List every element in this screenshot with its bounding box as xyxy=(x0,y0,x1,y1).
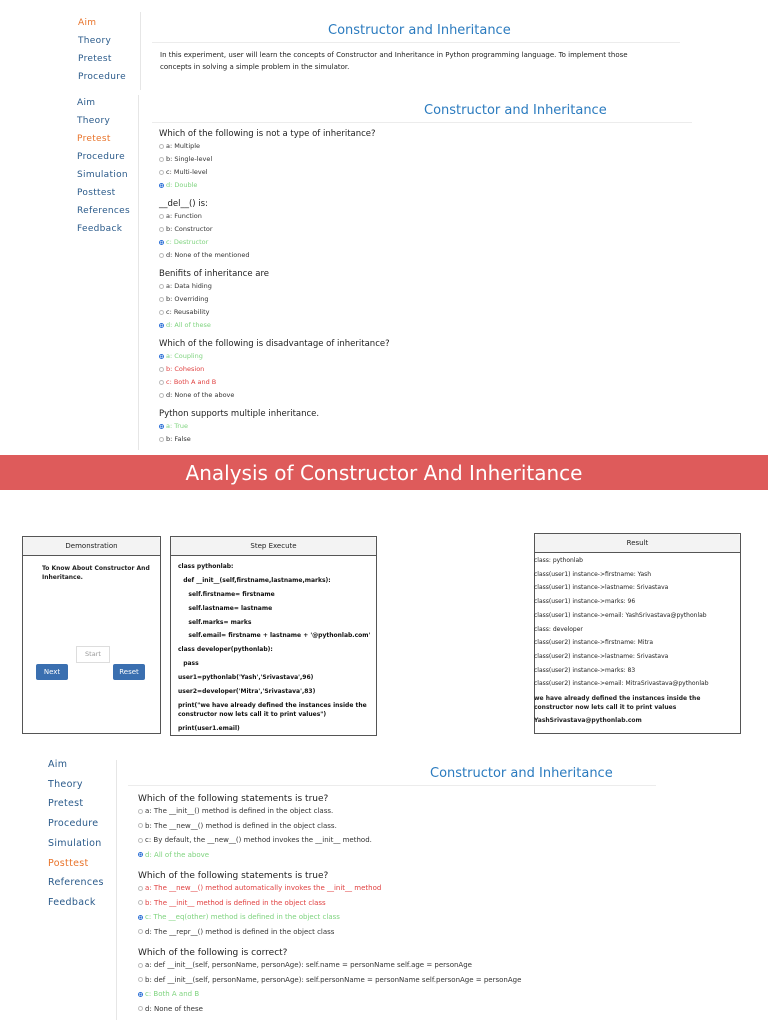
answer-option[interactable] xyxy=(138,961,472,969)
radio-icon[interactable] xyxy=(138,977,143,982)
reset-button[interactable]: Reset xyxy=(113,664,145,680)
option-label: b: The __init__ method is defined in the object class xyxy=(145,898,326,907)
code-line: class developer(pythonlab): xyxy=(178,646,273,653)
radio-icon[interactable] xyxy=(159,323,164,328)
code-line: self.email= firstname + lastname + '@pythonlab.com' xyxy=(188,632,371,639)
start-button[interactable]: Start xyxy=(76,646,110,663)
answer-option[interactable] xyxy=(159,142,200,150)
option-label: b: Overriding xyxy=(166,295,209,303)
nav-references[interactable]: References xyxy=(48,877,104,889)
option-label: d: None of the above xyxy=(166,391,235,399)
result-output-3: YashSrivastava@pythonlab.com xyxy=(534,717,642,724)
banner-title: Analysis of Constructor And Inheritance xyxy=(185,460,583,485)
nav-procedure[interactable]: Procedure xyxy=(48,818,99,830)
code-line: print("we have already defined the instances inside the xyxy=(178,702,367,709)
radio-icon[interactable] xyxy=(159,240,164,245)
radio-icon[interactable] xyxy=(138,992,143,997)
radio-icon[interactable] xyxy=(159,183,164,188)
nav-pretest[interactable]: Pretest xyxy=(77,134,111,144)
option-label: a: True xyxy=(166,422,189,430)
radio-icon[interactable] xyxy=(159,144,164,149)
option-label: b: Cohesion xyxy=(166,365,205,373)
aim-text-line2: concepts in solving a simple problem in the simulator. xyxy=(160,63,350,71)
result-line: class: developer xyxy=(534,625,583,633)
nav-aim[interactable]: Aim xyxy=(48,759,68,770)
title-divider xyxy=(152,42,680,43)
answer-option[interactable] xyxy=(138,884,381,892)
radio-icon[interactable] xyxy=(159,253,164,258)
code-line: class pythonlab: xyxy=(178,563,234,570)
option-label: d: None of these xyxy=(145,1004,203,1013)
option-label: a: The __new__() method automatically invokes the __init__ method xyxy=(145,884,382,892)
nav-references[interactable]: References xyxy=(77,206,131,216)
code-line: constructor now lets call it to print values") xyxy=(178,711,327,718)
result-line: class: pythonlab xyxy=(534,557,583,564)
option-label: c: Both A and B xyxy=(145,990,200,998)
option-label: d: None of the mentioned xyxy=(166,251,250,259)
answer-option[interactable] xyxy=(159,352,203,360)
option-label: a: Multiple xyxy=(166,142,201,150)
question-text: Which of the following is not a type of inheritance? xyxy=(159,129,376,139)
code-line: user2=developer('Mitra','Srivastava',83) xyxy=(178,688,316,695)
option-label: c: Both A and B xyxy=(166,378,217,386)
answer-option[interactable] xyxy=(138,899,326,907)
result-line: class(user1) instance->lastname: Srivastava xyxy=(534,584,669,592)
option-label: a: Function xyxy=(166,212,202,220)
sidebar-divider xyxy=(116,760,117,1020)
nav-feedback[interactable]: Feedback xyxy=(77,224,123,234)
answer-option[interactable] xyxy=(138,913,340,921)
answer-option[interactable] xyxy=(159,308,209,316)
result-line: class(user2) instance->email: MitraSrivastava@pythonlab xyxy=(534,680,709,688)
answer-option[interactable] xyxy=(138,836,372,844)
nav-aim[interactable]: Aim xyxy=(77,98,96,108)
answer-option[interactable] xyxy=(159,168,208,176)
option-label: a: The __init__() method is defined in the object class. xyxy=(145,807,334,815)
answer-option[interactable] xyxy=(159,212,202,220)
result-line: class(user2) instance->firstname: Mitra xyxy=(534,639,654,647)
demo-text-1: To Know About Constructor And xyxy=(42,565,150,572)
result-line: class(user2) instance->lastname: Srivastava xyxy=(534,652,669,660)
answer-option[interactable] xyxy=(159,365,204,373)
code-line: user1=pythonlab('Yash','Srivastava',96) xyxy=(178,674,314,681)
option-label: b: Constructor xyxy=(166,225,213,233)
page-title: Constructor and Inheritance xyxy=(328,23,511,38)
answer-option[interactable] xyxy=(138,928,334,936)
option-label: a: Data hiding xyxy=(166,282,212,290)
radio-icon[interactable] xyxy=(159,157,164,162)
radio-icon[interactable] xyxy=(159,214,164,219)
result-line: class(user1) instance->email: YashSrivastava@pythonlab xyxy=(534,611,707,619)
question-text: Which of the following is correct? xyxy=(138,948,288,958)
nav-feedback[interactable]: Feedback xyxy=(48,896,96,908)
answer-option[interactable] xyxy=(159,238,208,246)
option-label: d: All of the above xyxy=(145,850,210,859)
answer-option[interactable] xyxy=(159,251,250,259)
nav-aim[interactable]: Aim xyxy=(78,18,97,28)
nav-theory[interactable]: Theory xyxy=(78,36,112,46)
option-label: d: The __repr__() method is defined in the object class xyxy=(145,927,335,936)
radio-icon[interactable] xyxy=(138,929,143,934)
radio-icon[interactable] xyxy=(159,354,164,359)
code-line: pass xyxy=(183,660,199,667)
radio-icon[interactable] xyxy=(138,838,143,843)
radio-icon[interactable] xyxy=(159,284,164,289)
radio-icon[interactable] xyxy=(138,963,143,968)
question-text: __del__() is: xyxy=(159,199,208,209)
option-label: c: Destructor xyxy=(166,238,209,246)
option-label: c: The __eq(other) method is defined in the object class xyxy=(145,913,340,921)
option-label: d: All of these xyxy=(166,321,211,329)
nav-procedure[interactable]: Procedure xyxy=(77,152,125,162)
answer-option[interactable] xyxy=(159,282,212,290)
next-button[interactable]: Next xyxy=(36,664,68,680)
simulation-banner xyxy=(0,455,768,490)
nav-procedure[interactable]: Procedure xyxy=(78,72,126,82)
radio-icon[interactable] xyxy=(138,915,143,920)
question-text: Which of the following statements is true? xyxy=(138,871,329,881)
result-output-2: constructor now lets call it to print values xyxy=(534,704,677,711)
nav-simulation[interactable]: Simulation xyxy=(77,170,128,180)
question-text: Python supports multiple inheritance. xyxy=(159,409,320,419)
question-text: Which of the following is disadvantage of inheritance? xyxy=(159,339,390,349)
nav-simulation[interactable]: Simulation xyxy=(48,837,102,849)
sidebar-divider xyxy=(138,95,139,450)
sidebar-divider xyxy=(140,12,141,90)
answer-option[interactable] xyxy=(138,990,199,998)
aim-text-line1: In this experiment, user will learn the concepts of Constructor and Inheritance in Python programming language. To implement those xyxy=(160,51,628,59)
radio-icon[interactable] xyxy=(159,380,164,385)
answer-option[interactable] xyxy=(138,1005,203,1013)
result-line: class(user1) instance->firstname: Yash xyxy=(534,570,652,578)
title-divider xyxy=(128,785,656,786)
radio-icon[interactable] xyxy=(138,852,143,857)
answer-option[interactable] xyxy=(138,976,521,984)
radio-icon[interactable] xyxy=(159,367,164,372)
radio-icon[interactable] xyxy=(159,227,164,232)
nav-posttest[interactable]: Posttest xyxy=(48,857,89,869)
radio-icon[interactable] xyxy=(138,900,143,905)
radio-icon[interactable] xyxy=(138,1006,143,1011)
option-label: a: def __init__(self, personName, personAge): self.name = personName self.age = personAge xyxy=(145,961,472,969)
option-label: b: def __init__(self, personName, personAge): self.personName = personName self.personAge = personAge xyxy=(145,975,522,984)
answer-option[interactable] xyxy=(159,378,216,386)
code-line: self.marks= marks xyxy=(188,619,252,626)
radio-icon[interactable] xyxy=(138,823,143,828)
radio-icon[interactable] xyxy=(159,424,164,429)
nav-theory[interactable]: Theory xyxy=(77,116,111,126)
answer-option[interactable] xyxy=(159,225,213,233)
option-label: b: Single-level xyxy=(166,155,213,163)
answer-option[interactable] xyxy=(159,422,188,430)
demonstration-header: Demonstration xyxy=(23,537,160,556)
page-title: Constructor and Inheritance xyxy=(424,103,607,118)
answer-option[interactable] xyxy=(159,321,211,329)
code-line: print(user1.email) xyxy=(178,725,240,732)
answer-option[interactable] xyxy=(159,155,212,163)
answer-option[interactable] xyxy=(159,181,197,189)
answer-option[interactable] xyxy=(159,435,191,443)
nav-theory[interactable]: Theory xyxy=(48,778,83,790)
radio-icon[interactable] xyxy=(159,297,164,302)
demo-text-2: Inheritance. xyxy=(42,574,83,581)
code-line: self.lastname= lastname xyxy=(188,605,273,612)
code-line: def __init__(self,firstname,lastname,marks): xyxy=(183,577,331,584)
result-output-1: we have already defined the instances inside the xyxy=(534,695,701,702)
option-label: b: The __new__() method is defined in the object class. xyxy=(145,821,337,830)
aim-panel xyxy=(0,0,768,95)
result-line: class(user2) instance->marks: 83 xyxy=(534,666,636,674)
answer-option[interactable] xyxy=(159,391,234,399)
option-label: c: Reusability xyxy=(166,308,210,316)
question-text: Which of the following statements is true? xyxy=(138,794,329,804)
title-divider xyxy=(152,122,692,123)
option-label: d: Double xyxy=(166,181,198,189)
answer-option[interactable] xyxy=(159,295,209,303)
page-title: Constructor and Inheritance xyxy=(430,766,613,781)
radio-icon[interactable] xyxy=(138,809,143,814)
result-header: Result xyxy=(535,534,740,553)
nav-pretest[interactable]: Pretest xyxy=(78,54,112,64)
radio-icon[interactable] xyxy=(159,393,164,398)
radio-icon[interactable] xyxy=(159,310,164,315)
answer-option[interactable] xyxy=(138,822,337,830)
radio-icon[interactable] xyxy=(159,170,164,175)
radio-icon[interactable] xyxy=(159,437,164,442)
option-label: b: False xyxy=(166,435,191,443)
result-line: class(user1) instance->marks: 96 xyxy=(534,598,636,606)
nav-posttest[interactable]: Posttest xyxy=(77,188,116,198)
option-label: c: Multi-level xyxy=(166,168,208,176)
radio-icon[interactable] xyxy=(138,886,143,891)
option-label: a: Coupling xyxy=(166,352,203,360)
answer-option[interactable] xyxy=(138,851,209,859)
code-line: self.firstname= firstname xyxy=(188,591,275,598)
answer-option[interactable] xyxy=(138,807,333,815)
option-label: c: By default, the __new__() method invokes the __init__ method. xyxy=(145,836,372,844)
question-text: Benifits of inheritance are xyxy=(159,269,270,279)
step-execute-header: Step Execute xyxy=(171,537,376,556)
nav-pretest[interactable]: Pretest xyxy=(48,798,84,810)
